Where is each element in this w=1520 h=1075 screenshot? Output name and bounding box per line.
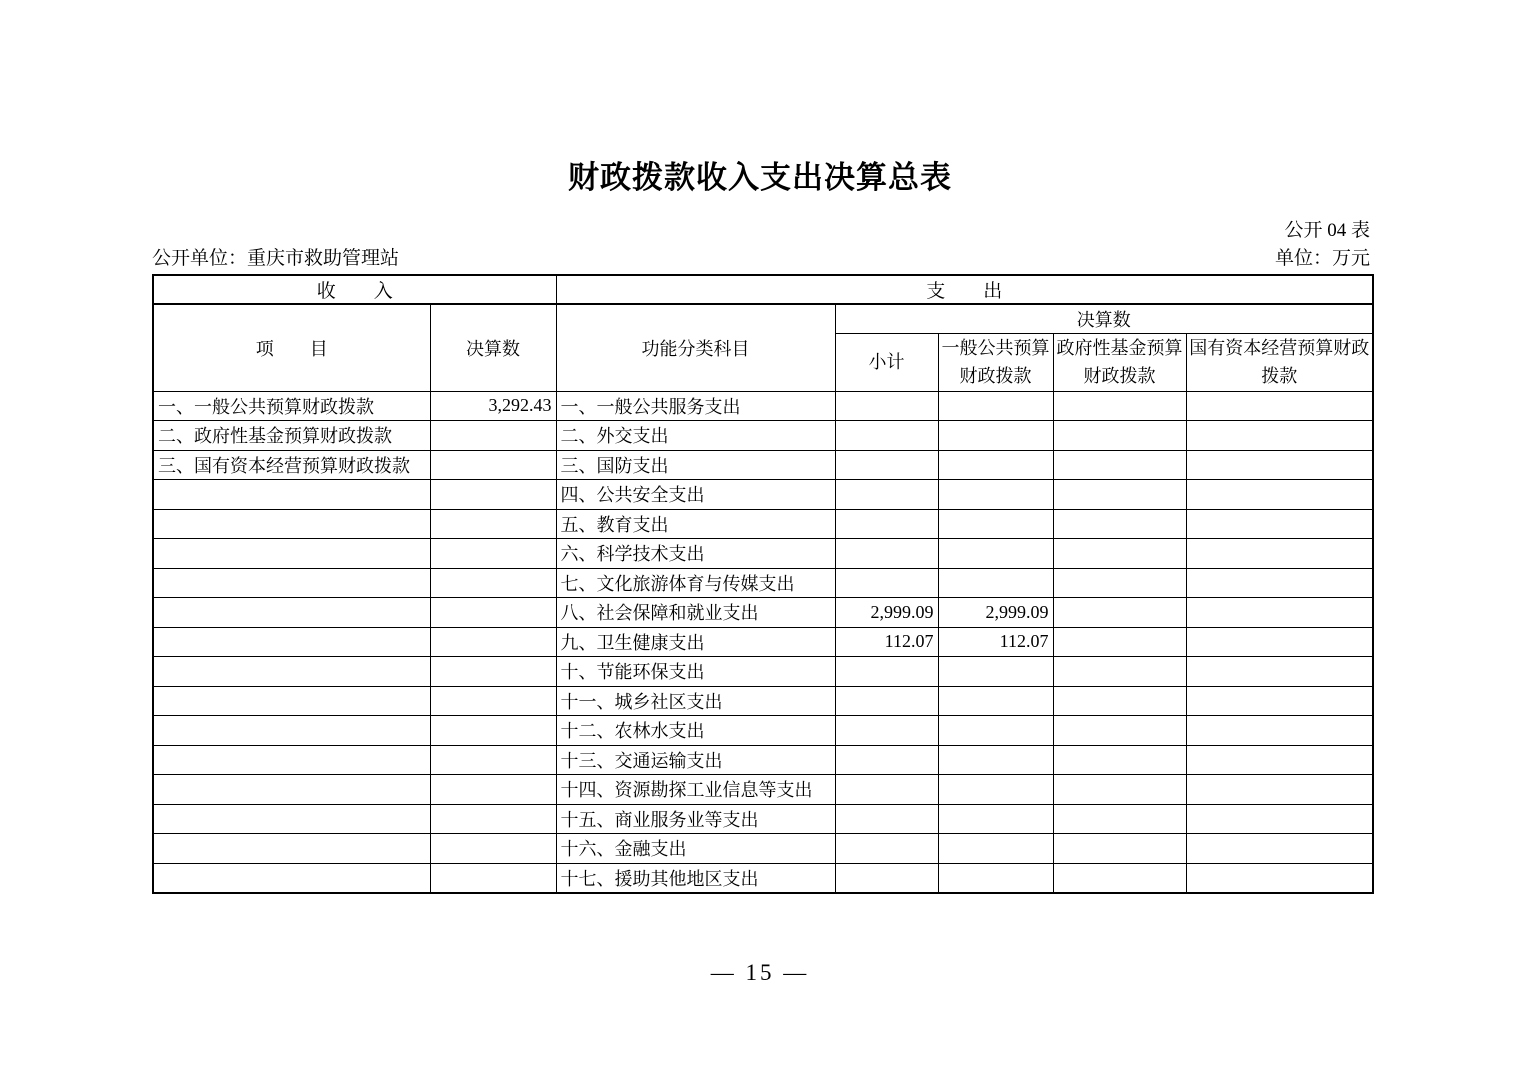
income-amount-cell [430,863,556,893]
expense-item-cell: 五、教育支出 [556,509,835,539]
expense-item-cell: 十一、城乡社区支出 [556,686,835,716]
expense-subtotal-cell [835,421,938,451]
general-public-budget-cell [938,421,1053,451]
expense-subtotal-cell [835,716,938,746]
income-item-cell [153,834,430,864]
income-item-cell: 一、一般公共预算财政拨款 [153,391,430,421]
expense-item-cell: 三、国防支出 [556,450,835,480]
government-fund-budget-cell [1053,539,1186,569]
expense-subtotal-cell [835,509,938,539]
header-general-public-budget-column: 一般公共预算财政拨款 [938,333,1053,391]
government-fund-budget-cell [1053,775,1186,805]
table-row [153,539,1373,569]
expense-subtotal-cell: 112.07 [835,627,938,657]
government-fund-budget-cell [1053,686,1186,716]
government-fund-budget-cell [1053,480,1186,510]
table-row [153,509,1373,539]
expense-subtotal-cell [835,863,938,893]
table-row [153,745,1373,775]
income-item-cell [153,716,430,746]
income-amount-cell [430,745,556,775]
income-amount-cell [430,509,556,539]
government-fund-budget-cell [1053,863,1186,893]
income-amount-cell [430,421,556,451]
table-row [153,863,1373,893]
header-state-capital-budget-column: 国有资本经营预算财政拨款 [1186,333,1373,391]
income-amount-cell [430,716,556,746]
expense-subtotal-cell [835,657,938,687]
income-item-cell [153,863,430,893]
state-capital-budget-cell [1186,863,1373,893]
table-row [153,421,1373,451]
state-capital-budget-cell [1186,686,1373,716]
general-public-budget-cell [938,391,1053,421]
income-amount-cell [430,686,556,716]
expense-item-cell: 九、卫生健康支出 [556,627,835,657]
table-row [153,657,1373,687]
government-fund-budget-cell [1053,804,1186,834]
income-item-cell [153,509,430,539]
government-fund-budget-cell [1053,627,1186,657]
income-amount-cell [430,804,556,834]
table-row [153,627,1373,657]
expense-subtotal-cell: 2,999.09 [835,598,938,628]
state-capital-budget-cell [1186,568,1373,598]
expense-item-cell: 十五、商业服务业等支出 [556,804,835,834]
income-item-cell: 三、国有资本经营预算财政拨款 [153,450,430,480]
income-amount-cell [430,657,556,687]
income-amount-cell [430,775,556,805]
government-fund-budget-cell [1053,568,1186,598]
state-capital-budget-cell [1186,627,1373,657]
income-amount-cell [430,480,556,510]
table-row [153,568,1373,598]
table-row [153,834,1373,864]
income-amount-cell [430,598,556,628]
header-function-category-column: 功能分类科目 [556,304,835,391]
header-income-section: 收 入 [153,275,556,304]
expense-subtotal-cell [835,745,938,775]
general-public-budget-cell [938,775,1053,805]
table-row [153,775,1373,805]
general-public-budget-cell [938,450,1053,480]
table-row [153,686,1373,716]
expense-item-cell: 十二、农林水支出 [556,716,835,746]
expense-subtotal-cell [835,480,938,510]
income-item-cell: 二、政府性基金预算财政拨款 [153,421,430,451]
expense-item-cell: 十、节能环保支出 [556,657,835,687]
income-item-cell [153,568,430,598]
column-header-row [153,304,1373,333]
state-capital-budget-cell [1186,480,1373,510]
table-header [153,275,1373,391]
table-row [153,598,1373,628]
state-capital-budget-cell [1186,391,1373,421]
state-capital-budget-cell [1186,834,1373,864]
header-expense-section: 支 出 [556,275,1373,304]
expense-item-cell: 十四、资源勘探工业信息等支出 [556,775,835,805]
government-fund-budget-cell [1053,834,1186,864]
income-item-cell [153,598,430,628]
header-expense-final-group: 决算数 [835,304,1373,333]
general-public-budget-cell [938,686,1053,716]
general-public-budget-cell [938,716,1053,746]
expense-item-cell: 六、科学技术支出 [556,539,835,569]
state-capital-budget-cell [1186,598,1373,628]
government-fund-budget-cell [1053,745,1186,775]
government-fund-budget-cell [1053,391,1186,421]
state-capital-budget-cell [1186,775,1373,805]
state-capital-budget-cell [1186,745,1373,775]
income-item-cell [153,745,430,775]
header-subtotal-column: 小计 [835,333,938,391]
expense-item-cell: 七、文化旅游体育与传媒支出 [556,568,835,598]
expense-subtotal-cell [835,775,938,805]
income-amount-cell: 3,292.43 [430,391,556,421]
general-public-budget-cell [938,539,1053,569]
table-row [153,450,1373,480]
income-item-cell [153,480,430,510]
general-public-budget-cell: 2,999.09 [938,598,1053,628]
government-fund-budget-cell [1053,421,1186,451]
expense-item-cell: 一、一般公共服务支出 [556,391,835,421]
state-capital-budget-cell [1186,804,1373,834]
expense-item-cell: 十七、援助其他地区支出 [556,863,835,893]
expense-item-cell: 十三、交通运输支出 [556,745,835,775]
state-capital-budget-cell [1186,421,1373,451]
general-public-budget-cell [938,480,1053,510]
table-body [153,391,1373,893]
general-public-budget-cell [938,657,1053,687]
income-amount-cell [430,568,556,598]
income-item-cell [153,627,430,657]
state-capital-budget-cell [1186,509,1373,539]
page-number: — 15 — [710,960,810,985]
income-item-cell [153,775,430,805]
table-row [153,480,1373,510]
table-row [153,391,1373,421]
income-item-cell [153,804,430,834]
income-amount-cell [430,834,556,864]
expense-subtotal-cell [835,804,938,834]
general-public-budget-cell [938,804,1053,834]
income-amount-cell [430,450,556,480]
government-fund-budget-cell [1053,716,1186,746]
general-public-budget-cell [938,834,1053,864]
government-fund-budget-cell [1053,509,1186,539]
section-header-row [153,275,1373,304]
general-public-budget-cell [938,509,1053,539]
header-item-column: 项 目 [153,304,430,391]
table-code-label: 公开 04 表 [1284,220,1370,241]
currency-unit-label: 单位：万元 [1274,248,1370,269]
general-public-budget-cell: 112.07 [938,627,1053,657]
state-capital-budget-cell [1186,657,1373,687]
income-item-cell [153,657,430,687]
expense-subtotal-cell [835,834,938,864]
table-row [153,804,1373,834]
general-public-budget-cell [938,745,1053,775]
government-fund-budget-cell [1053,657,1186,687]
expense-item-cell: 八、社会保障和就业支出 [556,598,835,628]
state-capital-budget-cell [1186,450,1373,480]
page-title: 财政拨款收入支出决算总表 [568,160,952,195]
header-government-fund-budget-column: 政府性基金预算财政拨款 [1053,333,1186,391]
income-item-cell [153,539,430,569]
government-fund-budget-cell [1053,450,1186,480]
expense-subtotal-cell [835,686,938,716]
expense-subtotal-cell [835,391,938,421]
income-amount-cell [430,539,556,569]
income-item-cell [153,686,430,716]
header-income-final-column: 决算数 [430,304,556,391]
table-row [153,716,1373,746]
general-public-budget-cell [938,863,1053,893]
general-public-budget-cell [938,568,1053,598]
expense-subtotal-cell [835,450,938,480]
government-fund-budget-cell [1053,598,1186,628]
income-amount-cell [430,627,556,657]
expense-subtotal-cell [835,568,938,598]
expense-item-cell: 二、外交支出 [556,421,835,451]
state-capital-budget-cell [1186,539,1373,569]
state-capital-budget-cell [1186,716,1373,746]
expense-item-cell: 十六、金融支出 [556,834,835,864]
expense-subtotal-cell [835,539,938,569]
publishing-unit-label: 公开单位：重庆市救助管理站 [152,248,400,269]
budget-table [152,274,1374,894]
expense-item-cell: 四、公共安全支出 [556,480,835,510]
